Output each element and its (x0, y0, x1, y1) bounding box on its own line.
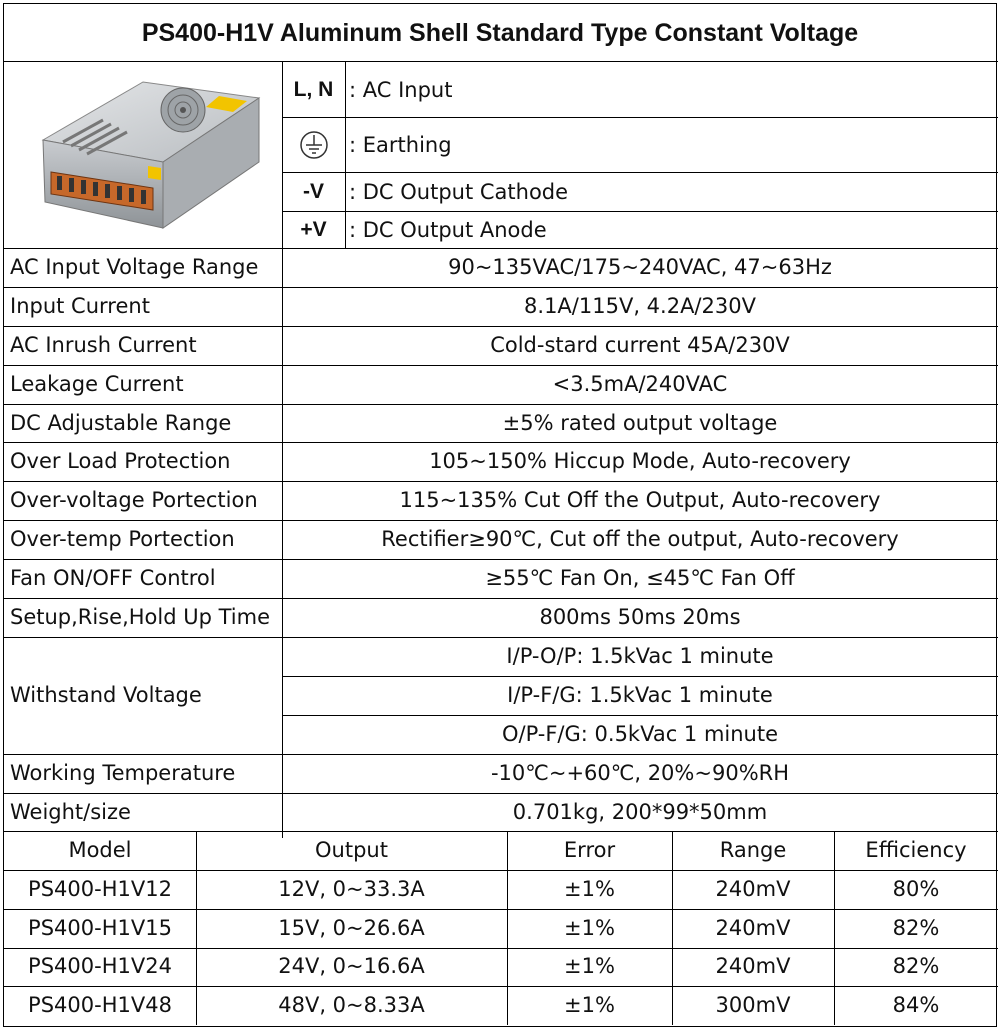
spec-table (3, 3, 997, 1027)
table-cell: ±1% (564, 993, 615, 1018)
table-cell: 82% (892, 954, 940, 979)
table-cell: ±1% (564, 915, 615, 940)
spec-value: 800ms 50ms 20ms (539, 605, 741, 630)
table-header: Range (719, 838, 787, 863)
table-cell: 240mV (715, 915, 791, 940)
spec-label: Over-temp Portection (10, 527, 235, 552)
spec-label: Setup,Rise,Hold Up Time (10, 605, 271, 630)
table-cell: 300mV (715, 993, 791, 1018)
spec-label: Over Load Protection (10, 449, 231, 474)
spec-value: ≥55℃ Fan On, ≤45℃ Fan Off (485, 566, 795, 591)
spec-label: AC Inrush Current (10, 332, 197, 357)
spec-value: 0.701kg, 200*99*50mm (512, 799, 768, 824)
spec-value: O/P-F/G: 0.5kVac 1 minute (501, 721, 779, 746)
spec-label: Fan ON/OFF Control (10, 566, 216, 591)
spec-value: I/P-O/P: 1.5kVac 1 minute (506, 643, 774, 668)
terminal-description: : AC Input (349, 77, 453, 102)
table-cell: PS400-H1V24 (28, 954, 172, 979)
spec-label: Weight/size (10, 799, 131, 824)
spec-value: 105~150% Hiccup Mode, Auto-recovery (429, 449, 851, 474)
table-cell: 240mV (715, 954, 791, 979)
terminal-symbol: L, N (293, 77, 334, 101)
spec-label: Over-voltage Portection (10, 488, 258, 513)
spec-value: 8.1A/115V, 4.2A/230V (524, 293, 756, 318)
spec-value: Rectifier≥90℃, Cut off the output, Auto-recovery (381, 527, 899, 552)
table-cell: 240mV (715, 877, 791, 902)
grid-line (4, 61, 998, 62)
table-cell: 48V, 0~8.33A (278, 993, 425, 1018)
table-cell: ±1% (564, 954, 615, 979)
spec-label: Working Temperature (10, 760, 236, 785)
table-header: Model (68, 838, 132, 863)
spec-label: DC Adjustable Range (10, 410, 232, 435)
spec-value: I/P-F/G: 1.5kVac 1 minute (507, 682, 773, 707)
spec-value: ±5% rated output voltage (502, 410, 778, 435)
table-cell: PS400-H1V48 (28, 993, 172, 1018)
earth-ground-icon (282, 117, 345, 172)
table-cell: 80% (892, 877, 940, 902)
spec-value: Cold-stard current 45A/230V (490, 332, 790, 357)
table-cell: PS400-H1V15 (28, 915, 172, 940)
power-supply-image (23, 70, 263, 240)
grid-line (345, 62, 346, 248)
spec-label: AC Input Voltage Range (10, 254, 259, 279)
table-header: Error (563, 838, 616, 863)
terminal-description: : DC Output Cathode (349, 179, 569, 204)
table-cell: 84% (892, 993, 940, 1018)
spec-value: 90~135VAC/175~240VAC, 47~63Hz (448, 254, 832, 279)
table-cell: 24V, 0~16.6A (278, 954, 425, 979)
spec-label: Input Current (10, 293, 150, 318)
table-cell: 82% (892, 915, 940, 940)
terminal-symbol: -V (303, 179, 324, 203)
table-header: Output (315, 838, 388, 863)
spec-value: <3.5mA/240VAC (552, 371, 728, 396)
terminal-description: : Earthing (349, 132, 452, 157)
table-header: Efficiency (865, 838, 967, 863)
spec-label: Leakage Current (10, 371, 184, 396)
product-photo (4, 62, 282, 248)
table-cell: ±1% (564, 877, 615, 902)
spec-label: Withstand Voltage (10, 682, 202, 707)
table-cell: 15V, 0~26.6A (278, 915, 425, 940)
table-cell: PS400-H1V12 (28, 877, 172, 902)
table-title: PS400-H1V Aluminum Shell Standard Type Constant Voltage (141, 18, 859, 47)
table-cell: 12V, 0~33.3A (278, 877, 425, 902)
terminal-description: : DC Output Anode (349, 217, 547, 242)
terminal-symbol: +V (300, 217, 327, 241)
spec-value: -10℃~+60℃, 20%~90%RH (490, 760, 790, 785)
spec-value: 115~135% Cut Off the Output, Auto-recovery (399, 488, 881, 513)
